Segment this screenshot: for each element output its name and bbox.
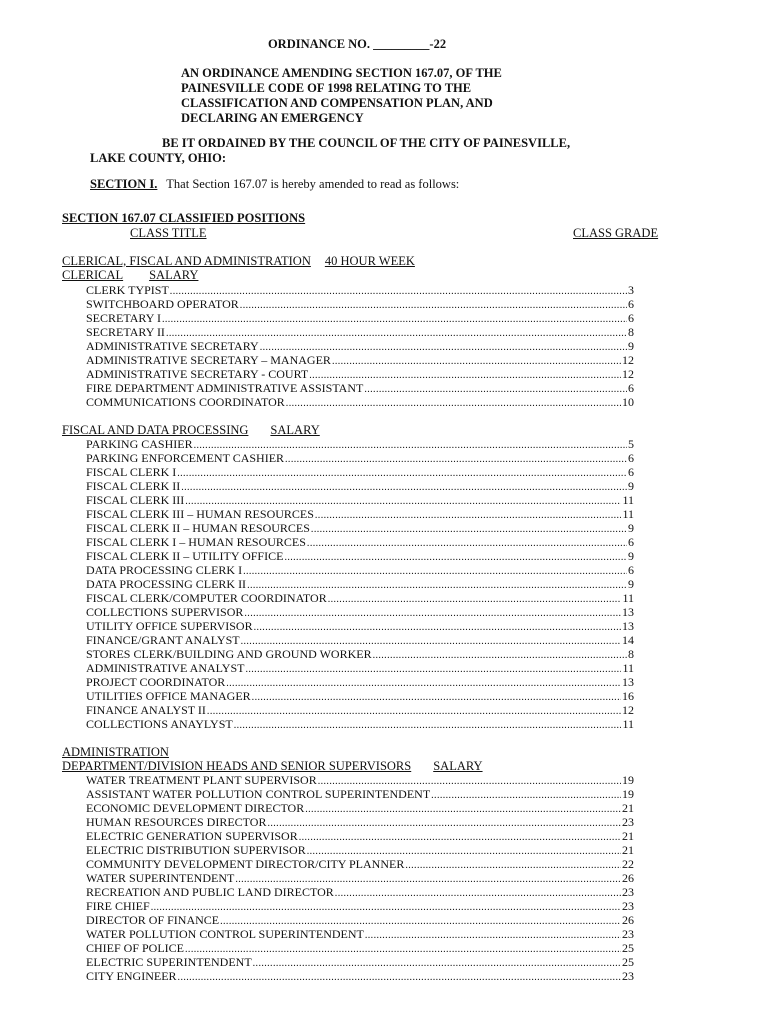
position-title: FISCAL CLERK II: [86, 479, 181, 493]
group-heading-clerical-fiscal-admin: [62, 254, 415, 268]
dot-leader: [252, 691, 621, 705]
position-grade: 9: [628, 549, 634, 563]
position-row: [86, 955, 634, 969]
position-row: [86, 703, 634, 717]
position-row: [86, 451, 634, 465]
position-row: [86, 857, 634, 871]
position-row: [86, 815, 634, 829]
position-grade: 19: [622, 773, 634, 787]
position-row: [86, 353, 634, 367]
dot-leader: [267, 817, 621, 831]
position-grade: 19: [622, 787, 634, 801]
position-title: CLERK TYPIST: [86, 283, 169, 297]
position-title: PROJECT COORDINATOR: [86, 675, 226, 689]
dot-leader: [328, 593, 622, 607]
position-row: [86, 871, 634, 885]
dot-leader: [286, 397, 621, 411]
group-heading-administration: ADMINISTRATION: [62, 745, 169, 759]
position-title: PARKING ENFORCEMENT CASHIER: [86, 451, 285, 465]
position-row: [86, 661, 634, 675]
position-row: [86, 689, 634, 703]
dot-leader: [234, 719, 622, 733]
position-row: [86, 913, 634, 927]
position-grade: 23: [622, 885, 634, 899]
subgroup-heading-text: CLERICAL: [62, 268, 124, 282]
position-grade: 10: [622, 395, 634, 409]
class-title-header: CLASS TITLE: [130, 226, 207, 240]
position-grade: 23: [622, 899, 634, 913]
ordain-line-2: LAKE COUNTY, OHIO:: [90, 151, 227, 165]
position-title: CITY ENGINEER: [86, 969, 177, 983]
dot-leader: [365, 929, 621, 943]
subgroup-heading-clerical: [62, 268, 198, 282]
position-title: COLLECTIONS SUPERVISOR: [86, 605, 244, 619]
heading-line: DECLARING AN EMERGENCY: [181, 111, 364, 125]
position-row: [86, 493, 634, 507]
position-row: [86, 969, 634, 983]
position-grade: 6: [628, 311, 634, 325]
position-grade: 22: [622, 857, 634, 871]
position-grade: 12: [622, 367, 634, 381]
position-title: STORES CLERK/BUILDING AND GROUND WORKER: [86, 647, 372, 661]
position-title: WATER SUPERINTENDENT: [86, 871, 235, 885]
position-grade: 9: [628, 479, 634, 493]
position-grade: 25: [622, 955, 634, 969]
dot-leader: [405, 859, 621, 873]
position-title: UTILITY OFFICE SUPERVISOR: [86, 619, 253, 633]
position-row: [86, 605, 634, 619]
position-title: UTILITIES OFFICE MANAGER: [86, 689, 251, 703]
dot-leader: [207, 705, 621, 719]
heading-line: PAINESVILLE CODE OF 1998 RELATING TO THE: [181, 81, 472, 95]
position-grade: 9: [628, 577, 634, 591]
position-row: [86, 437, 634, 451]
position-row: [86, 619, 634, 633]
section-one: [90, 177, 459, 192]
dot-leader: [335, 887, 621, 901]
position-grade: 6: [628, 451, 634, 465]
position-title: FIRE DEPARTMENT ADMINISTRATIVE ASSISTANT: [86, 381, 364, 395]
dot-leader: [243, 565, 627, 579]
position-grade: 11: [622, 717, 634, 731]
position-grade: 21: [622, 829, 634, 843]
position-row: [86, 395, 634, 409]
position-grade: 23: [622, 815, 634, 829]
position-title: RECREATION AND PUBLIC LAND DIRECTOR: [86, 885, 334, 899]
position-row: [86, 297, 634, 311]
position-title: ADMINISTRATIVE SECRETARY - COURT: [86, 367, 309, 381]
position-title: FISCAL CLERK III: [86, 493, 185, 507]
dot-leader: [284, 551, 627, 565]
dot-leader: [244, 607, 621, 621]
position-grade: 25: [622, 941, 634, 955]
position-grade: 12: [622, 353, 634, 367]
position-row: [86, 521, 634, 535]
dot-leader: [162, 313, 627, 327]
class-grade-header: CLASS GRADE: [573, 226, 659, 240]
section-one-text: That Section 167.07 is hereby amended to read as follows:: [166, 177, 460, 191]
position-row: [86, 311, 634, 325]
position-row: [86, 941, 634, 955]
position-title: PARKING CASHIER: [86, 437, 193, 451]
position-title: FISCAL CLERK I – HUMAN RESOURCES: [86, 535, 306, 549]
position-title: FISCAL CLERK I: [86, 465, 177, 479]
position-grade: 9: [628, 521, 634, 535]
dot-leader: [254, 621, 621, 635]
position-title: ELECTRIC GENERATION SUPERVISOR: [86, 829, 298, 843]
position-title: COLLECTIONS ANAYLYST: [86, 717, 233, 731]
position-grade: 6: [628, 381, 634, 395]
group-salary-label: SALARY: [270, 423, 320, 437]
group-heading-hours: 40 HOUR WEEK: [324, 254, 415, 268]
position-row: [86, 717, 634, 731]
position-title: FISCAL CLERK II – UTILITY OFFICE: [86, 549, 284, 563]
heading-line: CLASSIFICATION AND COMPENSATION PLAN, AND: [181, 96, 493, 110]
subgroup-salary-label: SALARY: [433, 759, 483, 773]
position-row: [86, 367, 634, 381]
position-grade: 26: [622, 871, 634, 885]
position-title: ECONOMIC DEVELOPMENT DIRECTOR: [86, 801, 305, 815]
position-row: [86, 647, 634, 661]
position-row: [86, 675, 634, 689]
position-grade: 11: [622, 591, 634, 605]
position-grade: 23: [622, 969, 634, 983]
position-row: [86, 801, 634, 815]
group-heading-text: FISCAL AND DATA PROCESSING: [62, 423, 249, 437]
position-row: [86, 535, 634, 549]
position-grade: 3: [628, 283, 634, 297]
position-title: HUMAN RESOURCES DIRECTOR: [86, 815, 267, 829]
position-title: DIRECTOR OF FINANCE: [86, 913, 220, 927]
dot-leader: [311, 523, 627, 537]
dot-leader: [253, 957, 621, 971]
position-title: FISCAL CLERK/COMPUTER COORDINATOR: [86, 591, 327, 605]
dot-leader: [226, 677, 621, 691]
subgroup-heading-text: DEPARTMENT/DIVISION HEADS AND SENIOR SUPERVISORS: [62, 759, 412, 773]
dot-leader: [181, 481, 627, 495]
position-title: WATER POLLUTION CONTROL SUPERINTENDENT: [86, 927, 364, 941]
position-title: FISCAL CLERK III – HUMAN RESOURCES: [86, 507, 314, 521]
position-title: DATA PROCESSING CLERK II: [86, 577, 247, 591]
ordain-line-1: BE IT ORDAINED BY THE COUNCIL OF THE CITY OF PAINESVILLE,: [162, 136, 571, 150]
position-grade: 13: [622, 605, 634, 619]
position-grade: 13: [622, 619, 634, 633]
dot-leader: [332, 355, 621, 369]
position-row: [86, 325, 634, 339]
position-title: ADMINISTRATIVE SECRETARY – MANAGER: [86, 353, 331, 367]
dot-leader: [178, 971, 621, 985]
position-grade: 8: [628, 647, 634, 661]
fiscal-list: [86, 437, 634, 731]
position-grade: 21: [622, 843, 634, 857]
dot-leader: [151, 901, 621, 915]
dot-leader: [299, 831, 621, 845]
position-row: [86, 773, 634, 787]
position-row: [86, 479, 634, 493]
position-row: [86, 899, 634, 913]
position-grade: 5: [628, 437, 634, 451]
section-one-label: SECTION I.: [90, 177, 158, 191]
position-row: [86, 339, 634, 353]
position-grade: 6: [628, 535, 634, 549]
position-title: CHIEF OF POLICE: [86, 941, 185, 955]
dot-leader: [305, 803, 621, 817]
subgroup-heading-department-heads: [62, 759, 483, 773]
position-title: FIRE CHIEF: [86, 899, 150, 913]
group-heading-text: CLERICAL, FISCAL AND ADMINISTRATION: [62, 254, 311, 268]
position-grade: 11: [622, 661, 634, 675]
dot-leader: [431, 789, 621, 803]
position-row: [86, 885, 634, 899]
heading-line: AN ORDINANCE AMENDING SECTION 167.07, OF THE: [181, 66, 502, 80]
position-row: [86, 591, 634, 605]
dot-leader: [245, 663, 621, 677]
position-grade: 26: [622, 913, 634, 927]
position-row: [86, 507, 634, 521]
position-row: [86, 549, 634, 563]
position-title: SWITCHBOARD OPERATOR: [86, 297, 239, 311]
position-grade: 6: [628, 465, 634, 479]
position-grade: 11: [622, 507, 634, 521]
position-title: FISCAL CLERK II – HUMAN RESOURCES: [86, 521, 310, 535]
dot-leader: [307, 537, 627, 551]
position-grade: 23: [622, 927, 634, 941]
ordinance-heading: [181, 66, 588, 126]
position-title: SECRETARY II: [86, 325, 165, 339]
position-grade: 12: [622, 703, 634, 717]
position-title: ELECTRIC DISTRIBUTION SUPERVISOR: [86, 843, 306, 857]
position-grade: 16: [622, 689, 634, 703]
position-grade: 13: [622, 675, 634, 689]
position-title: SECRETARY I: [86, 311, 161, 325]
position-title: ADMINISTRATIVE ANALYST: [86, 661, 245, 675]
position-title: ADMINISTRATIVE SECRETARY: [86, 339, 259, 353]
position-row: [86, 927, 634, 941]
section-167-heading: SECTION 167.07 CLASSIFIED POSITIONS: [62, 211, 306, 225]
position-row: [86, 577, 634, 591]
position-title: ASSISTANT WATER POLLUTION CONTROL SUPERINTENDENT: [86, 787, 431, 801]
clerical-list: [86, 283, 634, 409]
position-row: [86, 829, 634, 843]
position-title: COMMUNITY DEVELOPMENT DIRECTOR/CITY PLANNER: [86, 857, 405, 871]
ordinance-title: ORDINANCE NO. _________-22: [267, 37, 447, 51]
position-grade: 11: [622, 493, 634, 507]
position-row: [86, 843, 634, 857]
position-title: FINANCE/GRANT ANALYST: [86, 633, 240, 647]
dot-leader: [373, 649, 627, 663]
dot-leader: [240, 299, 627, 313]
position-grade: 8: [628, 325, 634, 339]
subgroup-salary-label: SALARY: [149, 268, 199, 282]
position-row: [86, 465, 634, 479]
position-title: DATA PROCESSING CLERK I: [86, 563, 243, 577]
ordain-clause: [90, 136, 670, 166]
position-row: [86, 283, 634, 297]
administration-list: [86, 773, 634, 983]
dot-leader: [315, 509, 622, 523]
group-heading-fiscal: [62, 423, 320, 437]
position-row: [86, 787, 634, 801]
position-title: ELECTRIC SUPERINTENDENT: [86, 955, 252, 969]
position-title: COMMUNICATIONS COORDINATOR: [86, 395, 285, 409]
position-row: [86, 563, 634, 577]
dot-leader: [177, 467, 627, 481]
position-grade: 21: [622, 801, 634, 815]
dot-leader: [364, 383, 627, 397]
position-title: WATER TREATMENT PLANT SUPERVISOR: [86, 773, 317, 787]
position-row: [86, 381, 634, 395]
position-grade: 6: [628, 297, 634, 311]
position-grade: 6: [628, 563, 634, 577]
position-grade: 14: [622, 633, 634, 647]
position-row: [86, 633, 634, 647]
position-title: FINANCE ANALYST II: [86, 703, 206, 717]
dot-leader: [285, 453, 627, 467]
position-grade: 9: [628, 339, 634, 353]
